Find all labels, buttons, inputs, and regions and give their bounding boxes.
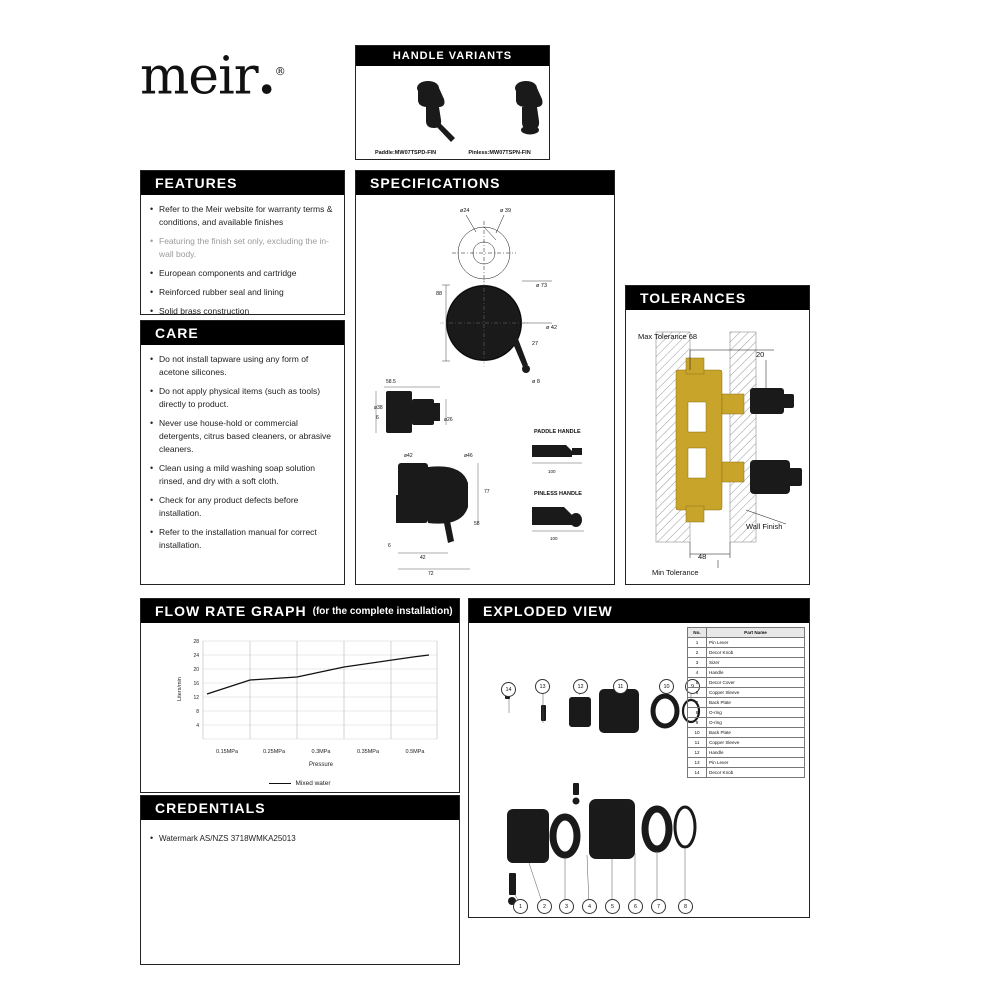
spec-label-height: 88: [436, 291, 443, 297]
flow-rate-svg: [141, 623, 459, 792]
legend-line-swatch: [269, 783, 291, 784]
table-row: [688, 718, 805, 728]
features-panel: [140, 170, 345, 315]
callout-8: 8: [678, 899, 693, 914]
tolerance-wall-finish-label: Wall Finish: [746, 522, 783, 531]
spec-label-base-72: 72: [428, 571, 434, 577]
svg-text:28: 28: [193, 639, 199, 645]
specifications-svg: [356, 195, 614, 584]
table-header-row: [688, 628, 805, 638]
callout-11: 11: [613, 679, 628, 694]
exploded-view-drawing: [469, 623, 809, 917]
parts-table: [687, 627, 805, 778]
svg-text:16: 16: [193, 681, 199, 687]
exploded-view-title: EXPLODED VIEW: [469, 599, 809, 623]
tolerances-title: TOLERANCES: [626, 286, 809, 310]
table-row: [688, 688, 805, 698]
part-no: 8: [688, 708, 707, 718]
part-name: Handle: [707, 748, 805, 758]
spec-label-body-dia-a: ø38: [374, 405, 383, 411]
part-no: 9: [688, 718, 707, 728]
part-name: Handle: [707, 668, 805, 678]
spec-label-pinless-len: 100: [550, 536, 558, 541]
list-item: • Never use house-hold or commercial detergents, citrus based cleaners, or abrasive cleaners.: [159, 417, 338, 456]
callout-4: 4: [582, 899, 597, 914]
flow-rate-legend: [141, 780, 459, 787]
list-item: • Clean using a mild washing soap solution rinsed, and dry with a soft cloth.: [159, 462, 338, 488]
svg-text:4: 4: [196, 723, 199, 729]
callout-6: 6: [628, 899, 643, 914]
care-title: CARE: [141, 321, 344, 345]
svg-text:Pressure: Pressure: [308, 762, 334, 768]
spec-label-base-6b: 6: [376, 415, 379, 421]
spec-label-depth-58: 58: [474, 521, 480, 527]
part-name: Back Plate: [707, 728, 805, 738]
table-row: [688, 678, 805, 688]
table-header-no: No.: [688, 628, 707, 638]
brand-trademark: ®: [274, 65, 285, 78]
spec-label-top-dia-left: ø24: [460, 208, 470, 214]
part-name: O-ring: [707, 708, 805, 718]
tolerance-dim-20: 20: [756, 350, 765, 359]
spec-label-pin-dia: ø 8: [532, 379, 540, 385]
brand-logo: meir.®: [140, 45, 285, 107]
callout-9: 9: [685, 679, 700, 694]
list-item: • Featuring the finish set only, excluding the in-wall body.: [159, 235, 338, 261]
svg-text:24: 24: [193, 653, 199, 659]
callout-12: 12: [573, 679, 588, 694]
tolerances-drawing: [626, 310, 809, 584]
flow-rate-subtitle: (for the complete installation): [312, 605, 453, 617]
table-row: [688, 698, 805, 708]
table-header-part-name: Part Name: [707, 628, 805, 638]
svg-text:0.15MPa: 0.15MPa: [215, 749, 239, 755]
spec-label-base-42: 42: [420, 555, 426, 561]
handle-variant-caption-paddle: Paddle:MW07TSPD-FIN: [374, 150, 437, 156]
spec-label-angle: 27: [532, 341, 539, 347]
specifications-panel: [355, 170, 615, 585]
features-title: FEATURES: [141, 171, 344, 195]
part-name: Decor Cover: [707, 678, 805, 688]
table-row: [688, 668, 805, 678]
handle-variants-title: HANDLE VARIANTS: [356, 46, 549, 66]
tolerance-dim-48: 48: [698, 552, 707, 561]
part-no: 14: [688, 768, 707, 778]
part-name: Copper Sleeve: [707, 738, 805, 748]
flow-rate-panel: [140, 598, 460, 793]
part-no: 1: [688, 638, 707, 648]
part-no: 5: [688, 678, 707, 688]
part-name: Copper Sleeve: [707, 688, 805, 698]
tolerance-min-label: Min Tolerance: [652, 568, 699, 577]
svg-text:Liters/min: Liters/min: [177, 677, 183, 701]
part-name: Decor Knob: [707, 768, 805, 778]
table-row: [688, 738, 805, 748]
handle-variants-body: [356, 66, 549, 160]
part-no: 7: [688, 698, 707, 708]
table-row: [688, 748, 805, 758]
part-name: Pin Lever: [707, 638, 805, 648]
spec-label-paddle-len: 100: [548, 469, 556, 474]
features-list: [141, 195, 344, 318]
callout-7: 7: [651, 899, 666, 914]
table-row: [688, 658, 805, 668]
spec-label-front-dia-a: ø42: [404, 453, 413, 459]
part-no: 11: [688, 738, 707, 748]
table-row: [688, 648, 805, 658]
table-row: [688, 638, 805, 648]
handle-variants-panel: [355, 45, 550, 160]
flow-rate-title-bar: [141, 599, 459, 623]
svg-text:12: 12: [193, 695, 199, 701]
legend-label: Mixed water: [295, 780, 331, 787]
part-no: 13: [688, 758, 707, 768]
list-item: • Reinforced rubber seal and lining: [159, 286, 338, 299]
flow-rate-chart: [141, 623, 459, 792]
care-list: [141, 345, 344, 552]
part-name: Decor Knob: [707, 648, 805, 658]
table-row: [688, 758, 805, 768]
spec-label-front-dia-b: ø46: [464, 453, 473, 459]
part-no: 6: [688, 688, 707, 698]
part-name: Back Plate: [707, 698, 805, 708]
spec-label-right-small: ø 73: [536, 283, 548, 289]
credentials-panel: [140, 795, 460, 965]
table-row: [688, 768, 805, 778]
table-row: [688, 708, 805, 718]
specifications-title: SPECIFICATIONS: [356, 171, 614, 195]
credentials-title: CREDENTIALS: [141, 796, 459, 820]
list-item: • Refer to the Meir website for warranty terms & conditions, and available finishes: [159, 203, 338, 229]
list-item: • Check for any product defects before installation.: [159, 494, 338, 520]
part-no: 10: [688, 728, 707, 738]
spec-label-body-len: 58.5: [386, 379, 396, 385]
spec-label-depth-77: 77: [484, 489, 490, 495]
list-item: • Do not apply physical items (such as tools) directly to product.: [159, 385, 338, 411]
pinless-handle-label: PINLESS HANDLE: [534, 491, 582, 497]
callout-14: 14: [501, 682, 516, 697]
callout-13: 13: [535, 679, 550, 694]
callout-5: 5: [605, 899, 620, 914]
brand-name: meir: [140, 46, 258, 107]
part-name: Pin Lever: [707, 758, 805, 768]
care-panel: [140, 320, 345, 585]
list-item: • Watermark AS/NZS 3718WMKA25013: [159, 832, 453, 845]
list-item: • Do not install tapware using any form of acetone silicones.: [159, 353, 338, 379]
svg-text:0.3MPa: 0.3MPa: [311, 749, 331, 755]
svg-text:0.25MPa: 0.25MPa: [262, 749, 286, 755]
part-no: 4: [688, 668, 707, 678]
tolerance-max-label: Max Tolerance 68: [638, 332, 698, 341]
callout-10: 10: [659, 679, 674, 694]
part-name: O-ring: [707, 718, 805, 728]
svg-text:0.5MPa: 0.5MPa: [405, 749, 425, 755]
exploded-view-panel: [468, 598, 810, 918]
spec-label-dia-outer: ø 42: [546, 325, 558, 331]
part-no: 2: [688, 648, 707, 658]
spec-label-body-dia-b: ø26: [444, 417, 453, 423]
paddle-handle-label: PADDLE HANDLE: [534, 429, 581, 435]
handle-variant-caption-pinless: Pinless:MW07TSPN-FIN: [468, 150, 531, 156]
spec-label-base-6: 6: [388, 543, 391, 549]
part-name: Sizer: [707, 658, 805, 668]
part-no: 3: [688, 658, 707, 668]
list-item: • Solid brass construction: [159, 305, 338, 318]
table-row: [688, 728, 805, 738]
callout-2: 2: [537, 899, 552, 914]
specifications-drawing: [356, 195, 614, 584]
callout-1: 1: [513, 899, 528, 914]
list-item: • Refer to the installation manual for correct installation.: [159, 526, 338, 552]
flow-rate-title: FLOW RATE GRAPH: [155, 603, 307, 619]
spec-label-top-dia-right: ø 39: [500, 208, 512, 214]
svg-text:20: 20: [193, 667, 199, 673]
handle-variants-illustration: [356, 66, 551, 160]
svg-text:0.35MPa: 0.35MPa: [356, 749, 380, 755]
callout-3: 3: [559, 899, 574, 914]
svg-text:8: 8: [196, 709, 199, 715]
credentials-list: [141, 820, 459, 845]
part-no: 12: [688, 748, 707, 758]
tolerances-svg: [626, 310, 809, 584]
list-item: • European components and cartridge: [159, 267, 338, 280]
tolerances-panel: [625, 285, 810, 585]
